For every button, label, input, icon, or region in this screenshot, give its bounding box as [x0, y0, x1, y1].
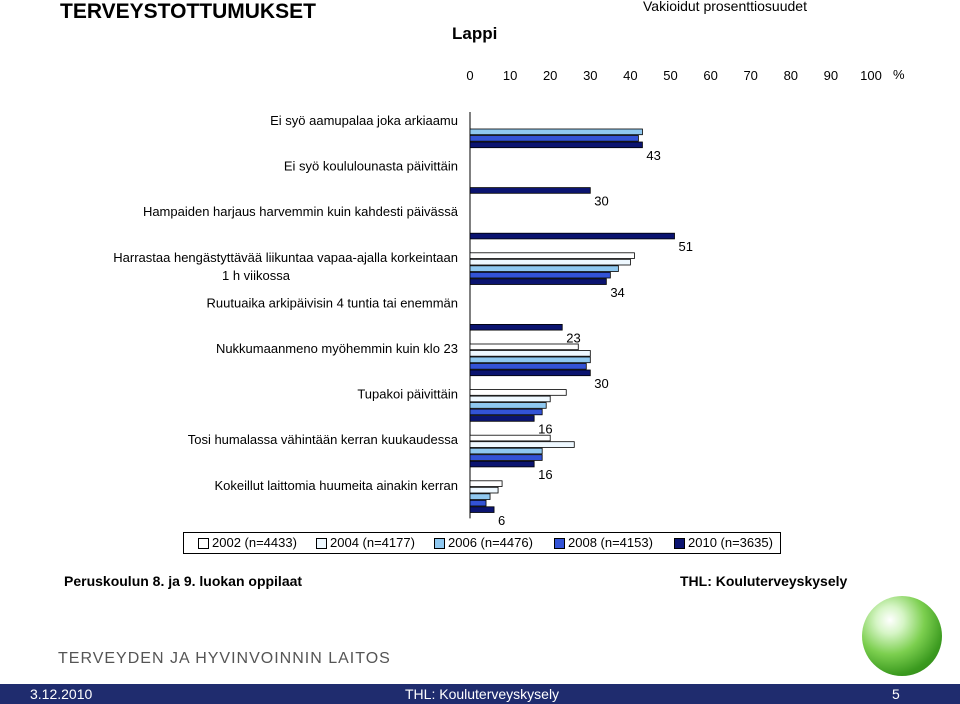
organization-name: TERVEYDEN JA HYVINVOINNIN LAITOS — [58, 650, 391, 667]
bar-2004 — [470, 487, 498, 493]
x-tick-label: 90 — [823, 68, 839, 83]
data-label-2010: 30 — [594, 376, 609, 391]
bar-2010 — [470, 324, 562, 330]
x-tick-label: 40 — [623, 68, 638, 83]
bottom-bar — [0, 684, 960, 704]
bar-2010 — [470, 461, 534, 467]
x-tick-label: 60 — [703, 68, 718, 83]
data-label-2010: 16 — [538, 421, 553, 437]
category-label: Tupakoi päivittäin — [357, 386, 458, 402]
bar-2006 — [470, 129, 642, 135]
bar-2004 — [470, 442, 574, 448]
legend-label: 2002 (n=4433) — [212, 535, 297, 550]
data-label-2010: 51 — [678, 239, 693, 255]
source-label: THL: Kouluterveyskysely — [680, 573, 848, 589]
category-label: Tosi humalassa vähintään kerran kuukaudessa — [187, 432, 458, 448]
bar-2008 — [470, 455, 542, 461]
bar-2010 — [470, 370, 590, 376]
bar-2010 — [470, 416, 534, 422]
category-label: Ei syö aamupalaa joka arkiaamu — [270, 113, 458, 128]
bar-2006 — [470, 266, 618, 272]
bar-2006 — [470, 403, 546, 409]
category-label: 1 h viikossa — [222, 267, 290, 283]
legend-swatch — [554, 538, 565, 549]
x-tick-label: 0 — [466, 68, 474, 83]
category-label: Harrastaa hengästyttävää liikuntaa vapaa-ajalla korkeintaan — [113, 249, 458, 265]
bar-2004 — [470, 259, 630, 265]
data-label-2010: 23 — [566, 330, 581, 346]
bar-2008 — [470, 500, 486, 506]
bar-2010 — [470, 279, 606, 285]
legend-item — [198, 535, 297, 550]
x-tick-label: 100 — [860, 68, 882, 83]
legend-label: 2008 (n=4153) — [568, 535, 653, 550]
bar-2008 — [470, 364, 586, 370]
bar-2006 — [470, 448, 542, 454]
x-unit-label: % — [893, 67, 905, 82]
legend-item — [674, 535, 773, 550]
bar-2002 — [470, 390, 566, 396]
data-label-2010: 30 — [594, 193, 609, 209]
x-tick-label: 80 — [783, 68, 799, 83]
legend-swatch — [316, 538, 327, 549]
bar-2006 — [470, 494, 490, 500]
bar-2008 — [470, 409, 542, 415]
legend-swatch — [434, 538, 445, 549]
bar-2002 — [470, 344, 578, 350]
legend-label: 2006 (n=4476) — [448, 535, 533, 550]
category-label: Kokeillut laittomia huumeita ainakin kerran — [214, 477, 458, 493]
globe-logo — [862, 596, 942, 676]
data-label-2010: 6 — [498, 512, 506, 528]
legend-label: 2004 (n=4177) — [330, 535, 415, 550]
population-label: Peruskoulun 8. ja 9. luokan oppilaat — [64, 573, 303, 589]
category-label: Ei syö koululounasta päivittäin — [283, 158, 458, 174]
x-tick-label: 50 — [663, 68, 678, 83]
x-tick-label: 30 — [583, 68, 598, 83]
bar-2008 — [470, 272, 610, 278]
x-tick-label: 10 — [502, 68, 518, 83]
legend-swatch — [198, 538, 209, 549]
legend-item — [434, 535, 533, 550]
category-label: Ruutuaika arkipäivisin 4 tuntia tai enemmän — [206, 295, 458, 311]
data-label-2010: 43 — [646, 148, 661, 163]
x-tick-label: 20 — [542, 68, 558, 83]
chart-subtitle: Vakioidut prosenttiosuudet — [643, 0, 807, 14]
bar-2002 — [470, 253, 634, 259]
footer-source: THL: Kouluterveyskysely — [405, 686, 560, 702]
legend-item — [316, 535, 415, 550]
legend-swatch — [674, 538, 685, 549]
bar-2004 — [470, 351, 590, 357]
bar-2004 — [470, 396, 550, 402]
bar-2010 — [470, 233, 675, 239]
page-title: TERVEYSTOTTUMUKSET — [60, 0, 316, 23]
category-label: Hampaiden harjaus harvemmin kuin kahdesti päivässä — [142, 204, 458, 220]
category-label: Nukkumaanmeno myöhemmin kuin klo 23 — [215, 341, 458, 356]
data-label-2010: 16 — [538, 467, 553, 483]
bar-2010 — [470, 142, 642, 148]
legend-item — [554, 535, 653, 550]
page-number: 5 — [892, 686, 900, 702]
region-label: Lappi — [452, 24, 498, 43]
bar-2006 — [470, 357, 590, 363]
bar-2010 — [470, 507, 494, 513]
bar-2002 — [470, 481, 502, 487]
legend-label: 2010 (n=3635) — [688, 535, 773, 550]
x-tick-label: 70 — [743, 68, 758, 83]
chart-legend — [183, 532, 781, 554]
bar-2010 — [470, 188, 590, 194]
date-label: 3.12.2010 — [30, 686, 93, 702]
bar-2008 — [470, 136, 638, 142]
data-label-2010: 34 — [610, 284, 625, 300]
